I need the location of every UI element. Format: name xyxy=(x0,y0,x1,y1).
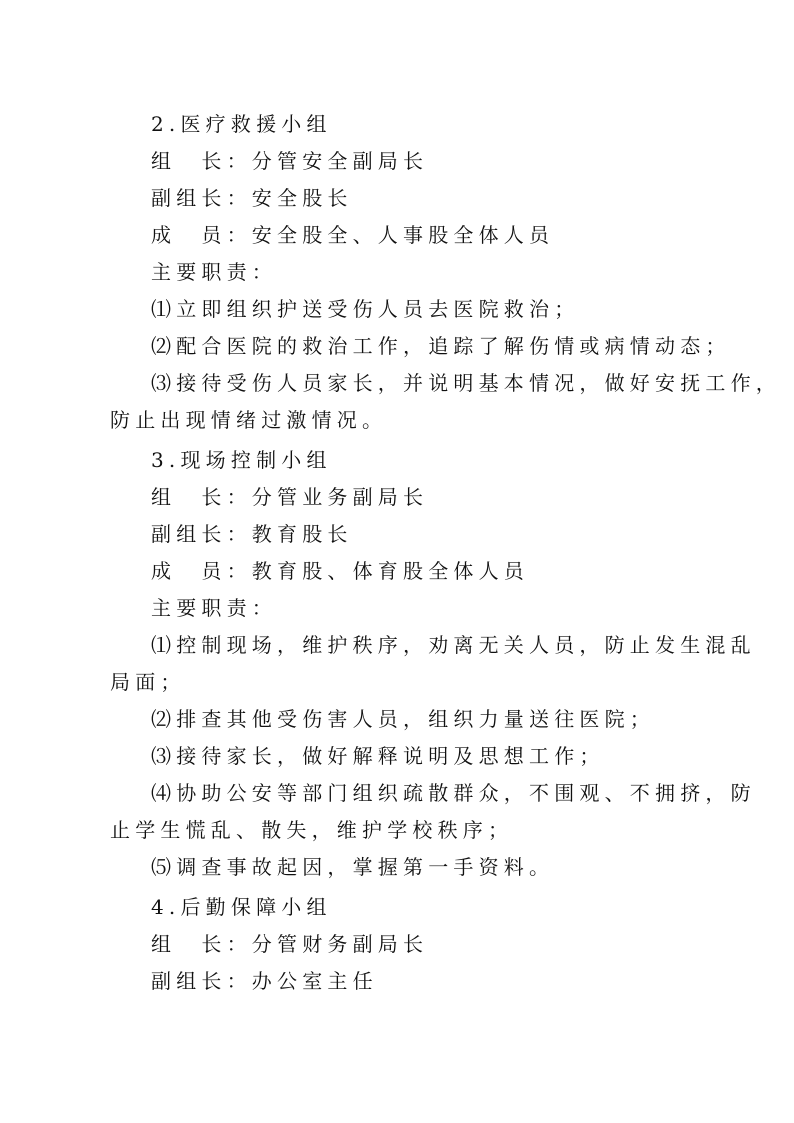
medical-duty-2: ⑵配合医院的救治工作，追踪了解伤情或病情动态； xyxy=(151,334,731,358)
site-leader: 组 长：分管业务副局长 xyxy=(151,485,429,509)
site-members: 成 员：教育股、体育股全体人员 xyxy=(151,559,529,583)
section-heading-medical-rescue: 2.医疗救援小组 xyxy=(151,112,332,136)
logistics-deputy-leader: 副组长：办公室主任 xyxy=(151,969,378,993)
medical-duty-1: ⑴立即组织护送受伤人员去医院救治； xyxy=(151,297,580,321)
site-duty-1-line-2: 局面； xyxy=(110,670,186,694)
site-duty-2: ⑵排查其他受伤害人员，组织力量送往医院； xyxy=(151,707,655,731)
site-duty-1-line-1: ⑴控制现场，维护秩序，劝离无关人员，防止发生混乱 xyxy=(151,633,756,657)
medical-deputy-leader: 副组长：安全股长 xyxy=(151,186,353,210)
site-duty-3: ⑶接待家长，做好解释说明及思想工作； xyxy=(151,744,605,768)
site-duty-4-line-1: ⑷协助公安等部门组织疏散群众，不围观、不拥挤，防 xyxy=(151,781,756,805)
logistics-leader: 组 长：分管财务副局长 xyxy=(151,932,429,956)
site-duty-4-line-2: 止学生慌乱、散失，维护学校秩序； xyxy=(110,818,514,842)
medical-members: 成 员：安全股全、人事股全体人员 xyxy=(151,223,555,247)
medical-duties-heading: 主要职责： xyxy=(151,260,277,284)
medical-duty-3-line-1: ⑶接待受伤人员家长，并说明基本情况，做好安抚工作， xyxy=(151,371,781,395)
site-deputy-leader: 副组长：教育股长 xyxy=(151,522,353,546)
section-heading-site-control: 3.现场控制小组 xyxy=(151,448,332,472)
medical-leader: 组 长：分管安全副局长 xyxy=(151,149,429,173)
section-heading-logistics: 4.后勤保障小组 xyxy=(151,895,332,919)
site-duties-heading: 主要职责： xyxy=(151,596,277,620)
medical-duty-3-line-2: 防止出现情绪过激情况。 xyxy=(110,408,388,432)
site-duty-5: ⑸调查事故起因，掌握第一手资料。 xyxy=(151,855,555,879)
